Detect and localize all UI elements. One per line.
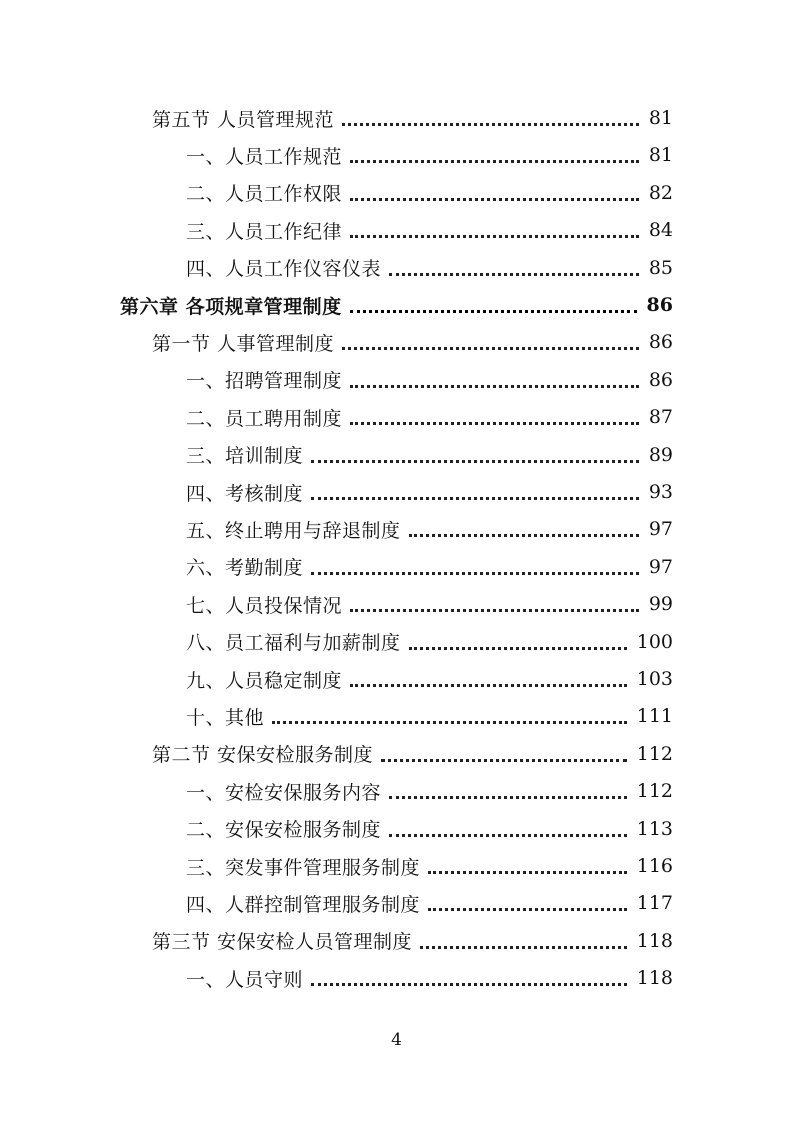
dot-leader <box>342 346 639 350</box>
toc-entry-page: 87 <box>648 406 673 429</box>
toc-entry[interactable] <box>186 960 673 996</box>
toc-entry[interactable] <box>186 624 673 660</box>
toc-entry-title: 八、员工福利与加薪制度 <box>186 632 401 655</box>
toc-entry-title: 第一节 人事管理制度 <box>152 332 335 355</box>
dot-leader <box>350 608 639 612</box>
toc-entry-page: 99 <box>648 593 673 616</box>
toc-entry-page: 89 <box>648 443 673 466</box>
toc-entry[interactable] <box>186 511 673 547</box>
dot-leader <box>311 496 639 500</box>
toc-entry[interactable] <box>152 736 673 772</box>
dot-leader <box>381 758 627 762</box>
toc-entry[interactable] <box>186 698 673 734</box>
toc-entry-title: 二、员工聘用制度 <box>186 407 343 430</box>
toc-entry-page: 86 <box>648 331 673 354</box>
toc-entry-page: 116 <box>636 855 673 877</box>
toc-entry-page: 85 <box>648 256 673 279</box>
toc-entry-title: 四、人群控制管理服务制度 <box>186 893 421 916</box>
toc-entry-title: 一、人员守则 <box>186 968 304 991</box>
toc-entry-title: 七、人员投保情况 <box>186 594 343 617</box>
toc-entry-title: 一、人员工作规范 <box>186 145 343 168</box>
dot-leader <box>350 683 627 687</box>
toc-entry[interactable] <box>186 773 673 809</box>
dot-leader <box>350 234 639 238</box>
page-number: 4 <box>391 1030 402 1050</box>
toc-entry-page: 93 <box>648 481 673 503</box>
dot-leader <box>409 533 639 537</box>
dot-leader <box>311 571 639 575</box>
toc-entry[interactable] <box>152 923 673 959</box>
toc-entry-page: 97 <box>648 555 673 578</box>
toc-entry[interactable] <box>186 137 673 173</box>
toc-entry-title: 四、考核制度 <box>186 482 304 505</box>
dot-leader <box>350 197 639 201</box>
toc-entry-page: 81 <box>648 144 673 167</box>
toc-entry-page: 86 <box>648 368 673 391</box>
dot-leader <box>350 421 639 425</box>
dot-leader <box>311 982 627 986</box>
toc-entry-page: 97 <box>648 518 673 541</box>
dot-leader <box>428 907 627 911</box>
toc-entry-title: 六、考勤制度 <box>186 557 304 580</box>
dot-leader <box>389 795 627 799</box>
toc-entry-page: 82 <box>648 181 673 204</box>
toc-entry-page: 103 <box>636 668 673 690</box>
toc-entry-page: 100 <box>636 630 673 653</box>
toc-entry-title: 三、培训制度 <box>186 445 304 468</box>
dot-leader <box>350 159 639 163</box>
dot-leader <box>420 945 627 949</box>
dot-leader <box>350 309 637 313</box>
dot-leader <box>409 646 627 650</box>
toc-entry[interactable] <box>186 586 673 622</box>
toc-entry-page: 118 <box>636 929 673 952</box>
toc-entry-page: 112 <box>636 742 673 765</box>
toc-entry-title: 五、终止聘用与辞退制度 <box>186 519 401 542</box>
toc-entry[interactable] <box>152 324 673 360</box>
toc-entry-title: 二、人员工作权限 <box>186 183 343 206</box>
toc-entry-page: 111 <box>636 705 673 728</box>
toc-entry-title: 二、安保安检服务制度 <box>186 819 382 842</box>
toc-entry-page: 112 <box>636 780 673 803</box>
toc-entry-page: 84 <box>648 219 673 242</box>
toc-entry-page: 117 <box>636 892 673 915</box>
toc-entry-title: 三、人员工作纪律 <box>186 220 343 243</box>
dot-leader <box>389 272 639 276</box>
toc-entry-title: 第六章 各项规章管理制度 <box>120 295 342 318</box>
toc-entry[interactable] <box>186 848 673 884</box>
dot-leader <box>428 870 627 874</box>
toc-entry-title: 第二节 安保安检服务制度 <box>152 744 374 767</box>
toc-entry[interactable] <box>186 811 673 847</box>
toc-entry[interactable] <box>186 250 673 286</box>
toc-entry[interactable] <box>186 212 673 248</box>
toc-entry-title: 一、招聘管理制度 <box>186 370 343 393</box>
toc-entry[interactable] <box>186 175 673 211</box>
toc-entry-title: 九、人员稳定制度 <box>186 669 343 692</box>
toc-entry-title: 第五节 人员管理规范 <box>152 108 335 131</box>
toc-entry-page: 113 <box>636 817 673 840</box>
toc-entry-page: 86 <box>646 294 673 316</box>
toc-entry[interactable] <box>152 100 673 136</box>
dot-leader <box>342 122 639 126</box>
dot-leader <box>389 833 627 837</box>
toc-entry[interactable] <box>186 399 673 435</box>
toc-entry-title: 十、其他 <box>186 706 265 729</box>
dot-leader <box>272 720 627 724</box>
toc-entry[interactable] <box>186 474 673 510</box>
toc-entry[interactable] <box>186 661 673 697</box>
toc-entry-title: 第三节 安保安检人员管理制度 <box>152 931 413 954</box>
toc-entry[interactable] <box>186 885 673 921</box>
toc-entry[interactable] <box>186 437 673 473</box>
toc-entry-title: 三、突发事件管理服务制度 <box>186 856 421 879</box>
dot-leader <box>311 459 639 463</box>
toc-entry-title: 一、安检安保服务内容 <box>186 781 382 804</box>
dot-leader <box>350 384 639 388</box>
toc-entry[interactable] <box>120 287 673 323</box>
toc-entry-page: 81 <box>648 107 673 129</box>
toc-entry-page: 118 <box>636 967 673 990</box>
toc-entry-title: 四、人员工作仪容仪表 <box>186 258 382 281</box>
toc-entry[interactable] <box>186 549 673 585</box>
toc-entry[interactable] <box>186 362 673 398</box>
